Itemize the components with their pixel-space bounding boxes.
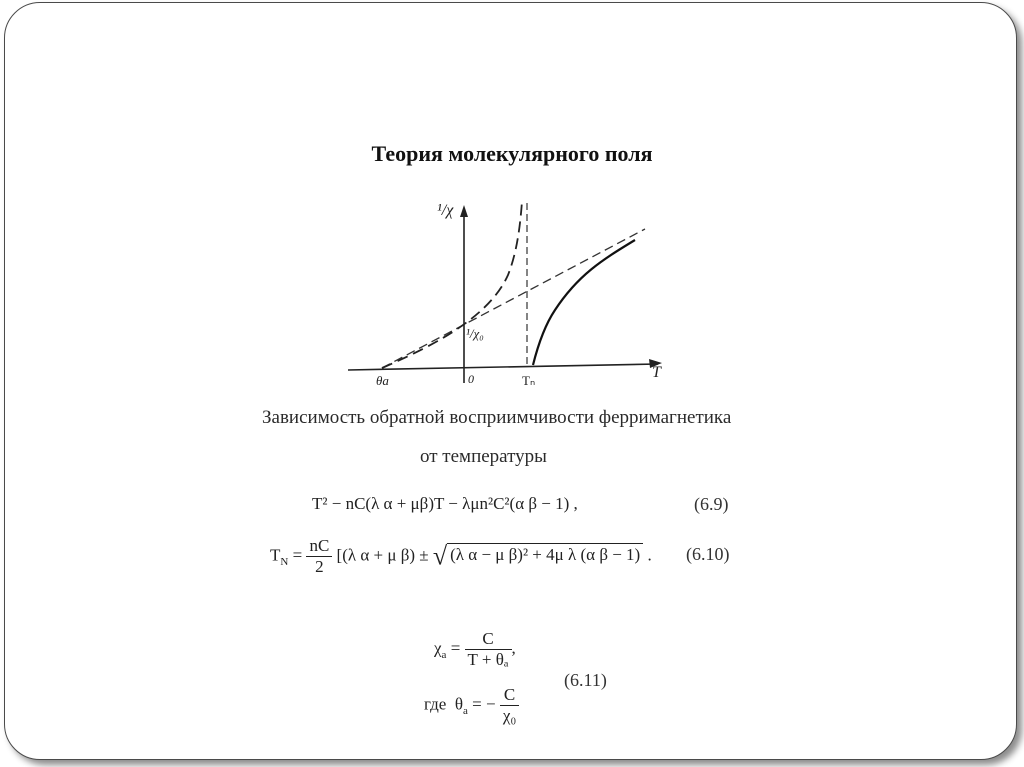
y-axis-label: ¹/χ bbox=[437, 202, 454, 219]
equation-6-10 bbox=[270, 536, 652, 577]
equation-6-9: T² − nC(λ α + μβ)T − λμn²C²(α β − 1) , bbox=[312, 494, 578, 513]
eq610-radicand: (λ α − μ β)² + 4μ λ (α β − 1) bbox=[447, 543, 643, 565]
eq610-equals: = bbox=[288, 545, 307, 565]
eq611-frac2-den: χ₀ bbox=[502, 706, 517, 725]
x-axis-label: T bbox=[652, 364, 661, 381]
asymptotic-line bbox=[382, 229, 645, 368]
equation-6-11-line2 bbox=[424, 685, 519, 726]
eq610-bracket: [(λ α + μ β) ± bbox=[336, 545, 429, 565]
eq610-frac-den: 2 bbox=[315, 557, 324, 576]
equation-6-9-number: (6.9) bbox=[694, 494, 729, 514]
slide-title: Теория молекулярного поля bbox=[371, 141, 653, 166]
eq611-frac2-num: C bbox=[500, 685, 519, 706]
eq611-where: где bbox=[424, 694, 447, 714]
eq610-frac-num: nC bbox=[306, 536, 332, 557]
eq611-theta-sub: a bbox=[462, 704, 468, 717]
y-axis-arrow bbox=[460, 205, 468, 217]
eq611-frac1-num: C bbox=[465, 629, 512, 650]
hyperbola-solid-branch bbox=[533, 240, 635, 365]
eq611-equals2: = − bbox=[467, 694, 496, 714]
intercept-label: ¹/χ₀ bbox=[466, 326, 484, 341]
x-axis bbox=[348, 364, 658, 370]
neel-label: Tₙ bbox=[522, 373, 536, 388]
eq610-tail: . bbox=[647, 545, 652, 565]
eq611-theta: θ bbox=[454, 694, 463, 714]
equation-6-10-number: (6.10) bbox=[686, 544, 730, 564]
figure-caption-line2: от температуры bbox=[420, 446, 547, 467]
eq610-lhs-sub: N bbox=[280, 555, 289, 568]
figure-caption-line1: Зависимость обратной восприимчивости ферримагнетика bbox=[262, 407, 732, 428]
eq611-equals: = bbox=[446, 638, 465, 658]
eq611-fraction1 bbox=[465, 629, 512, 670]
sqrt-radical-icon: √ bbox=[432, 541, 448, 571]
origin-label: 0 bbox=[468, 372, 474, 386]
equation-6-11-line1 bbox=[434, 629, 516, 670]
eq611-fraction2 bbox=[500, 685, 519, 726]
theta-label: θa bbox=[376, 373, 389, 388]
equation-6-11-number: (6.11) bbox=[564, 670, 607, 690]
eq611-comma: , bbox=[511, 638, 516, 658]
eq611-chi-sub: a bbox=[441, 648, 447, 661]
inverse-susceptibility-graph bbox=[340, 195, 680, 395]
eq611-frac1-den: T + θₐ bbox=[467, 650, 509, 669]
eq611-chi: χ bbox=[434, 638, 442, 658]
eq610-fraction bbox=[306, 536, 332, 577]
eq610-lhs: T bbox=[270, 545, 281, 565]
hyperbola-dashed-branch bbox=[382, 201, 522, 368]
